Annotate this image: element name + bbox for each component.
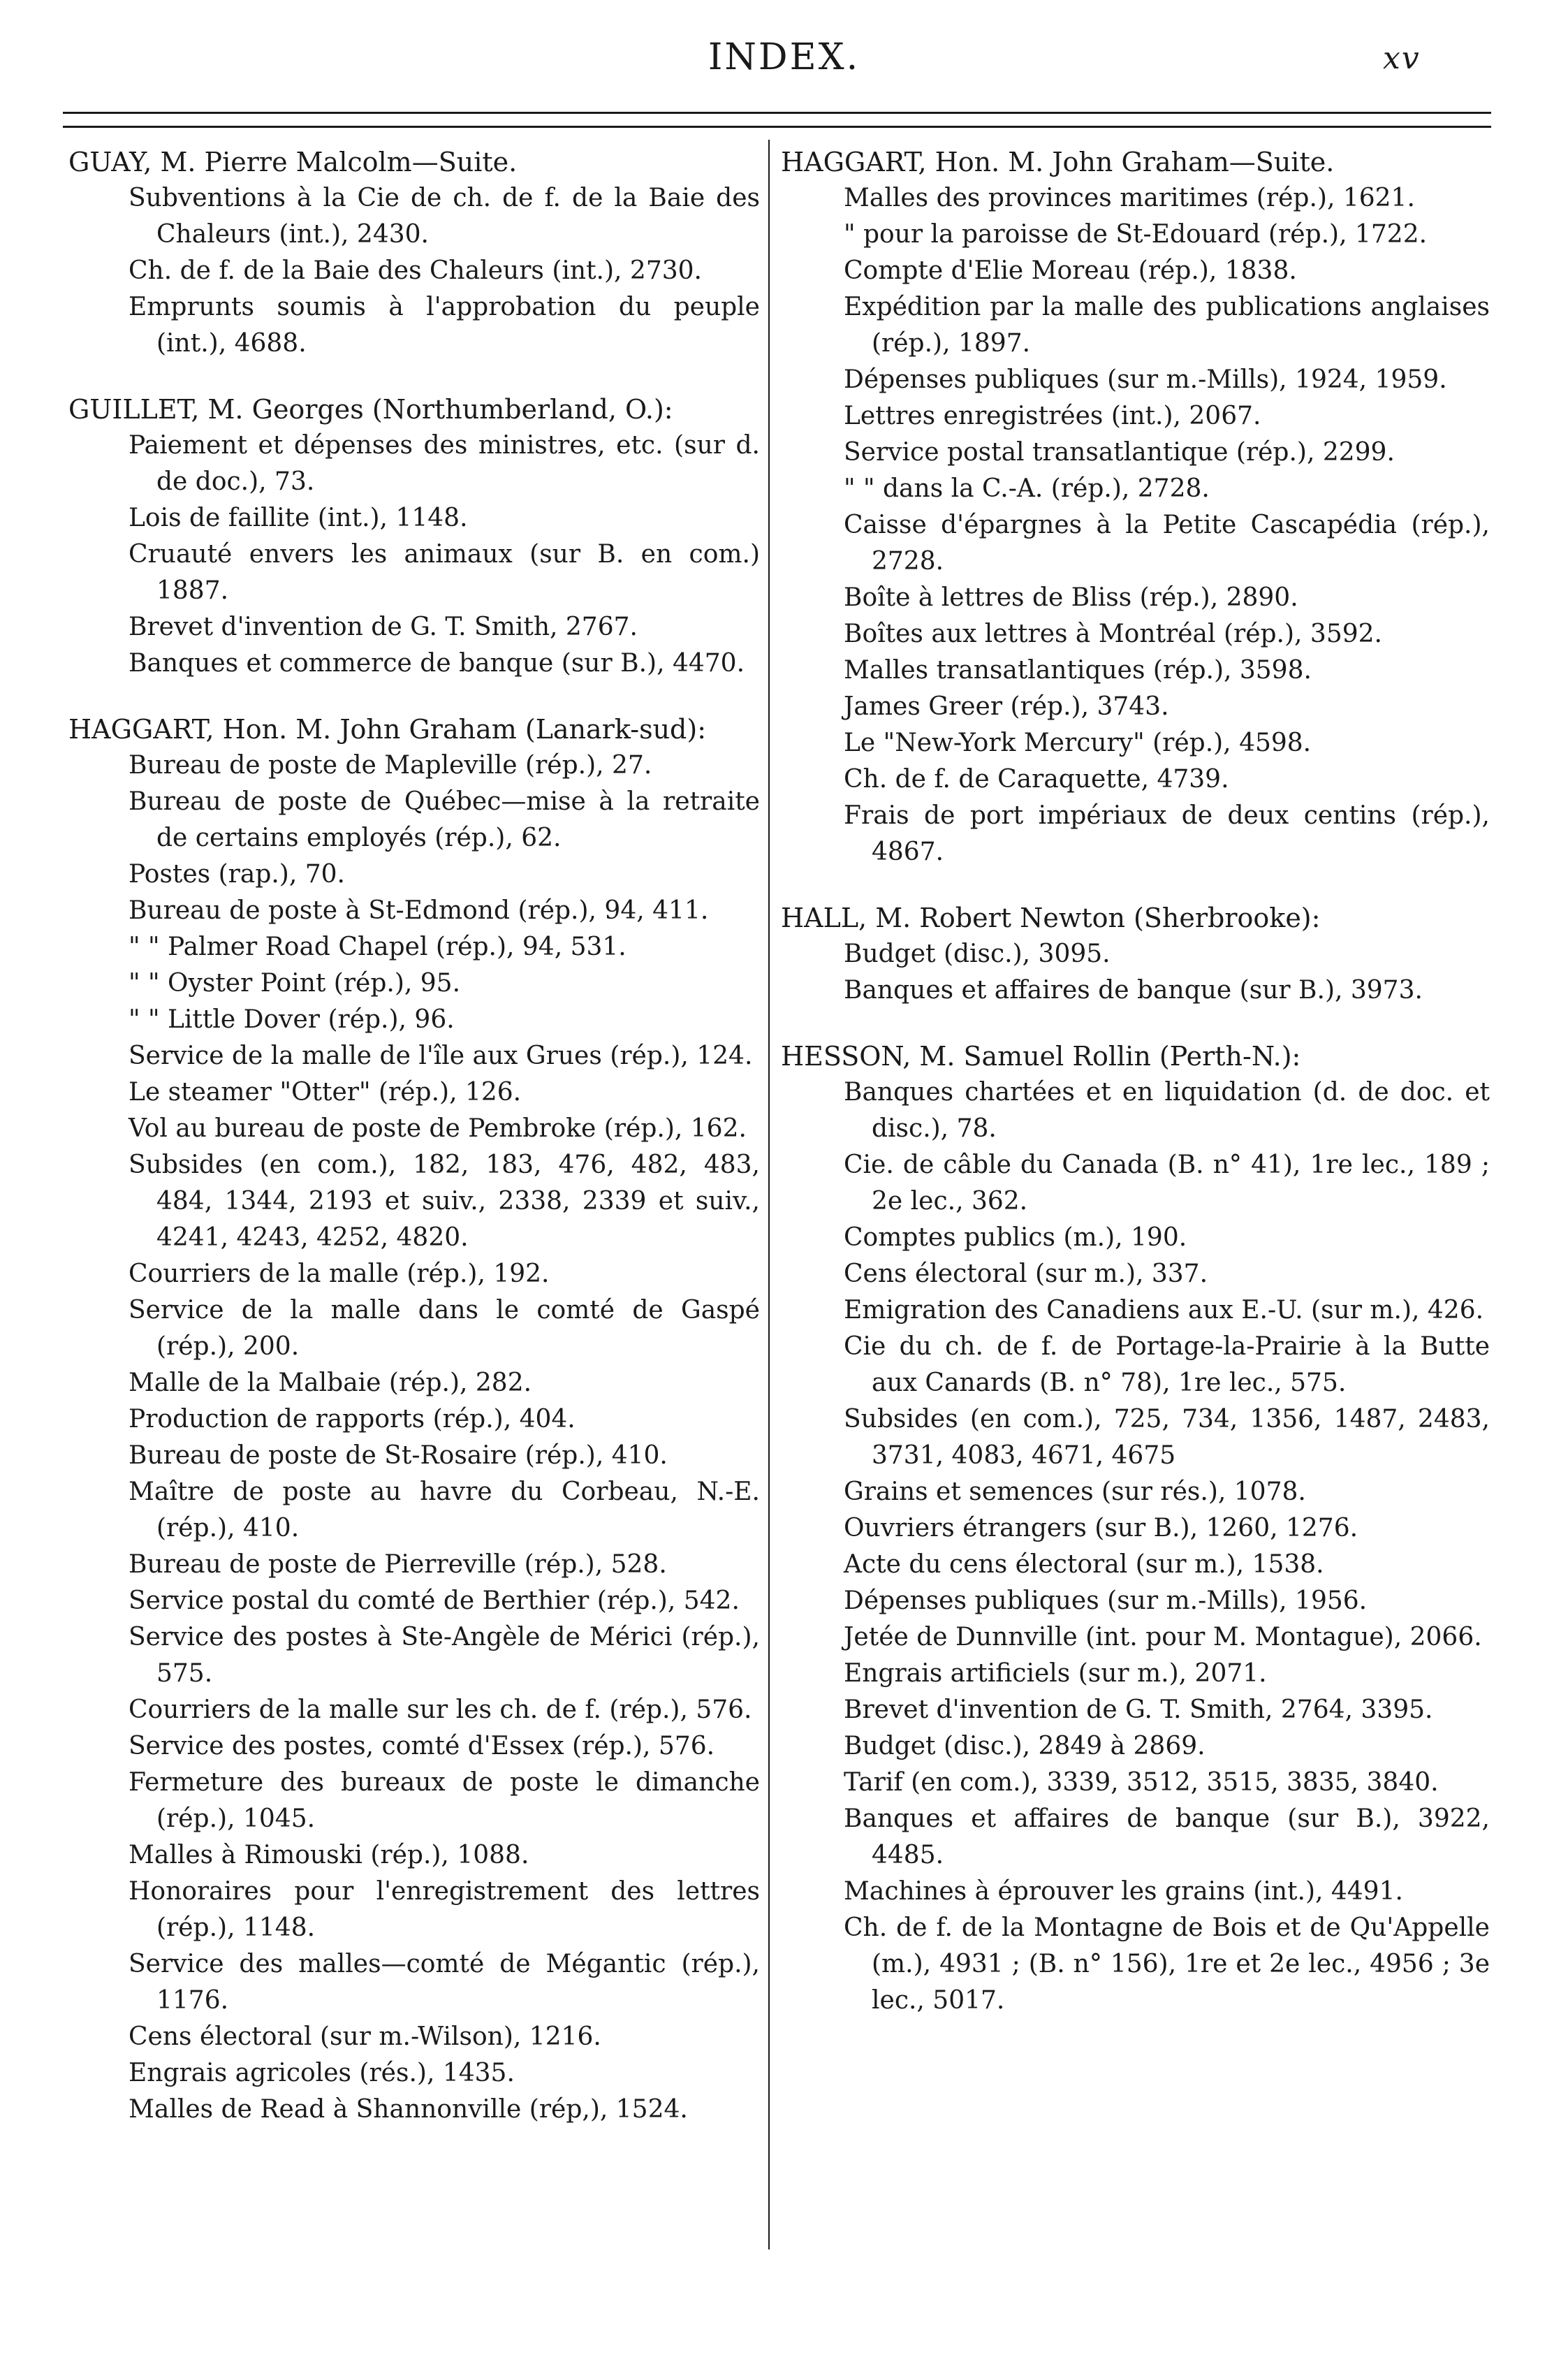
index-entry: Service postal transatlantique (rép.), 2299.	[844, 438, 1395, 467]
index-heading: GUAY, M. Pierre Malcolm—Suite.	[68, 147, 518, 177]
index-entry: Le "New-York Mercury" (rép.), 4598.	[844, 729, 1312, 757]
header-rule-bottom	[63, 126, 1491, 128]
index-entry: Emprunts soumis à l'approbation du peuple (int.), 4688.	[129, 293, 760, 358]
index-entry: Vol au bureau de poste de Pembroke (rép.), 162.	[129, 1114, 747, 1143]
index-entry: Le steamer "Otter" (rép.), 126.	[129, 1078, 522, 1107]
index-heading: HALL, M. Robert Newton (Sherbrooke):	[781, 903, 1321, 933]
index-entry: Lois de faillite (int.), 1148.	[129, 504, 468, 532]
index-entry: Subsides (en com.), 182, 183, 476, 482, 483, 484, 1344, 2193 et suiv., 2338, 2339 et suiv., 4241, 4243, 4252, 4820.	[129, 1151, 760, 1252]
index-entry: Compte d'Elie Moreau (rép.), 1838.	[844, 256, 1297, 285]
index-entry: Engrais artificiels (sur m.), 2071.	[844, 1659, 1267, 1688]
index-entry: Honoraires pour l'enregistrement des lettres (rép.), 1148.	[129, 1877, 760, 1942]
index-entry: Budget (disc.), 2849 à 2869.	[844, 1732, 1206, 1760]
index-entry: Dépenses publiques (sur m.-Mills), 1956.	[844, 1586, 1368, 1615]
index-entry: Production de rapports (rép.), 404.	[129, 1405, 576, 1433]
index-entry: Cie du ch. de f. de Portage-la-Prairie à la Butte aux Canards (B. n° 78), 1re lec., 575.	[844, 1332, 1490, 1397]
index-entry: Bureau de poste à St-Edmond (rép.), 94, 411.	[129, 896, 709, 925]
index-entry: Service des malles—comté de Mégantic (rép.), 1176.	[129, 1950, 760, 2015]
index-entry: James Greer (rép.), 3743.	[844, 692, 1169, 721]
index-entry: Ch. de f. de la Montagne de Bois et de Qu'Appelle (m.), 4931 ; (B. n° 156), 1re et 2e lec., 4956 ; 3e lec., 5017.	[844, 1913, 1490, 2015]
index-entry: Service de la malle de l'île aux Grues (rép.), 124.	[129, 1042, 753, 1070]
index-entry: Machines à éprouver les grains (int.), 4491.	[844, 1877, 1403, 1906]
index-entry: Brevet d'invention de G. T. Smith, 2764, 3395.	[844, 1695, 1433, 1724]
index-entry: Banques et affaires de banque (sur B.), 3973.	[844, 976, 1423, 1005]
index-entry: Expédition par la malle des publications anglaises (rép.), 1897.	[844, 293, 1490, 358]
index-entry: Bureau de poste de Mapleville (rép.), 27.	[129, 751, 652, 780]
running-title: INDEX.	[708, 36, 860, 78]
index-entry: Ch. de f. de la Baie des Chaleurs (int.), 2730.	[129, 256, 702, 285]
block-gap	[68, 362, 760, 380]
column-divider	[768, 140, 770, 2249]
index-heading: HAGGART, Hon. M. John Graham (Lanark-sud):	[68, 714, 707, 745]
index-entry: " " Palmer Road Chapel (rép.), 94, 531.	[129, 933, 627, 961]
index-entry: Dépenses publiques (sur m.-Mills), 1924, 1959.	[844, 365, 1447, 394]
index-entry: Service postal du comté de Berthier (rép.), 542.	[129, 1586, 740, 1615]
index-entry: Cens électoral (sur m.-Wilson), 1216.	[129, 2022, 601, 2051]
index-entry: Boîtes aux lettres à Montréal (rép.), 3592.	[844, 620, 1382, 648]
index-entry: Bureau de poste de St-Rosaire (rép.), 410.	[129, 1441, 668, 1470]
block-gap	[68, 682, 760, 700]
index-entry: " " dans la C.-A. (rép.), 2728.	[844, 474, 1210, 503]
index-entry: Service des postes à Ste-Angèle de Mérici (rép.), 575.	[129, 1623, 760, 1688]
index-entry: Emigration des Canadiens aux E.-U. (sur m.), 426.	[844, 1296, 1484, 1325]
index-entry: " pour la paroisse de St-Edouard (rép.), 1722.	[844, 220, 1428, 249]
index-entry: Courriers de la malle sur les ch. de f. (rép.), 576.	[129, 1695, 752, 1724]
right-column	[781, 133, 1490, 2019]
index-entry: Malles transatlantiques (rép.), 3598.	[844, 656, 1312, 685]
index-entry: Caisse d'épargnes à la Petite Cascapédia (rép.), 2728.	[844, 511, 1490, 576]
left-column	[68, 133, 760, 2128]
index-heading: HAGGART, Hon. M. John Graham—Suite.	[781, 147, 1335, 177]
index-entry: " " Oyster Point (rép.), 95.	[129, 969, 461, 998]
index-entry: Subsides (en com.), 725, 734, 1356, 1487, 2483, 3731, 4083, 4671, 4675	[844, 1405, 1490, 1470]
header-rule-top	[63, 112, 1491, 114]
index-entry: Paiement et dépenses des ministres, etc. (sur d. de doc.), 73.	[129, 431, 760, 496]
index-entry: Engrais agricoles (rés.), 1435.	[129, 2059, 515, 2087]
index-entry: Cie. de câble du Canada (B. n° 41), 1re lec., 189 ; 2e lec., 362.	[844, 1151, 1490, 1216]
index-entry: Service de la malle dans le comté de Gaspé (rép.), 200.	[129, 1296, 760, 1361]
page-number: xv	[1383, 41, 1421, 76]
index-entry: Banques chartées et en liquidation (d. de doc. et disc.), 78.	[844, 1078, 1490, 1143]
index-entry: Service des postes, comté d'Essex (rép.), 576.	[129, 1732, 715, 1760]
index-entry: Boîte à lettres de Bliss (rép.), 2890.	[844, 583, 1298, 612]
block-gap	[781, 870, 1490, 889]
index-entry: Malle de la Malbaie (rép.), 282.	[129, 1369, 532, 1397]
index-entry: Lettres enregistrées (int.), 2067.	[844, 402, 1261, 430]
index-entry: Malles des provinces maritimes (rép.), 1621.	[844, 184, 1415, 212]
index-entry: Subventions à la Cie de ch. de f. de la Baie des Chaleurs (int.), 2430.	[129, 184, 760, 249]
index-heading: GUILLET, M. Georges (Northumberland, O.):	[68, 394, 673, 425]
index-entry: Ch. de f. de Caraquette, 4739.	[844, 765, 1229, 794]
index-entry: Budget (disc.), 3095.	[844, 940, 1111, 968]
index-entry: Banques et commerce de banque (sur B.), 4470.	[129, 649, 745, 678]
index-entry: Bureau de poste de Pierreville (rép.), 528.	[129, 1550, 667, 1579]
block-gap	[781, 1009, 1490, 1027]
index-entry: Postes (rap.), 70.	[129, 860, 345, 889]
index-entry: Fermeture des bureaux de poste le dimanche (rép.), 1045.	[129, 1768, 760, 1833]
index-entry: Bureau de poste de Québec—mise à la retraite de certains employés (rép.), 62.	[129, 787, 760, 852]
index-entry: " " Little Dover (rép.), 96.	[129, 1005, 455, 1034]
index-entry: Malles de Read à Shannonville (rép,), 1524.	[129, 2095, 688, 2124]
index-entry: Brevet d'invention de G. T. Smith, 2767.	[129, 613, 638, 641]
index-entry: Banques et affaires de banque (sur B.), 3922, 4485.	[844, 1804, 1490, 1869]
index-entry: Cruauté envers les animaux (sur B. en com.) 1887.	[129, 540, 760, 605]
index-entry: Malles à Rimouski (rép.), 1088.	[129, 1841, 529, 1869]
index-heading: HESSON, M. Samuel Rollin (Perth-N.):	[781, 1041, 1301, 1072]
index-entry: Jetée de Dunnville (int. pour M. Montague), 2066.	[844, 1623, 1482, 1651]
index-entry: Frais de port impériaux de deux centins (rép.), 4867.	[844, 801, 1490, 866]
index-entry: Acte du cens électoral (sur m.), 1538.	[844, 1550, 1324, 1579]
index-entry: Cens électoral (sur m.), 337.	[844, 1260, 1208, 1288]
index-entry: Ouvriers étrangers (sur B.), 1260, 1276.	[844, 1514, 1358, 1542]
index-entry: Maître de poste au havre du Corbeau, N.-E. (rép.), 410.	[129, 1478, 760, 1542]
index-entry: Grains et semences (sur rés.), 1078.	[844, 1478, 1306, 1506]
index-entry: Courriers de la malle (rép.), 192.	[129, 1260, 550, 1288]
index-entry: Tarif (en com.), 3339, 3512, 3515, 3835, 3840.	[844, 1768, 1439, 1797]
index-entry: Comptes publics (m.), 190.	[844, 1223, 1187, 1252]
